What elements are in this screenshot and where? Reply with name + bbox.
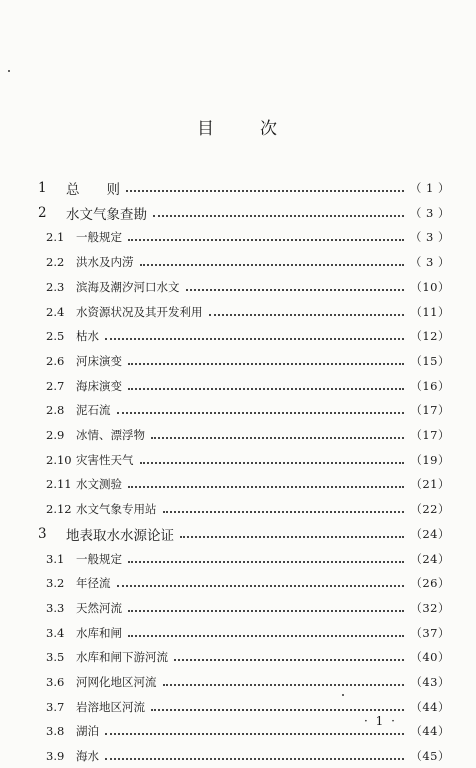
- toc-leader-dots: [128, 610, 404, 612]
- toc-section-row: [46, 250, 450, 274]
- toc-label: 河网化地区河流: [76, 675, 157, 689]
- scan-speck: [342, 694, 344, 696]
- toc-section-row: [46, 645, 450, 669]
- toc-label: 冰情、漂浮物: [76, 428, 145, 442]
- toc-label: 岩溶地区河流: [76, 699, 145, 714]
- toc-page-number: （44）: [410, 724, 450, 739]
- toc-label: 天然河流: [76, 600, 122, 615]
- toc-number: 3.9: [46, 749, 65, 764]
- toc-leader-dots: [105, 733, 404, 735]
- toc-number: 2.9: [46, 428, 65, 442]
- toc-label: 一般规定: [76, 551, 122, 566]
- toc-number: 3.4: [46, 625, 65, 640]
- toc-number: 2.1: [46, 230, 65, 245]
- toc-leader-dots: [117, 585, 405, 587]
- toc-label: 水文气象专用站: [76, 502, 157, 517]
- toc-page-number: （17）: [410, 428, 450, 442]
- toc-chapter-row: [38, 522, 450, 546]
- toc-number: 3.8: [46, 724, 65, 739]
- toc-number: 2.5: [46, 329, 65, 344]
- toc-page-number: （45）: [410, 749, 450, 764]
- toc-page-number: （17）: [410, 403, 450, 418]
- toc-section-row: [46, 324, 450, 348]
- toc-number: 2.7: [46, 378, 65, 393]
- toc-chapter-row: [38, 201, 450, 225]
- toc-label: 滨海及潮汐河口水文: [76, 279, 180, 294]
- toc-page-number: （12）: [410, 329, 450, 344]
- toc-label: 枯水: [76, 329, 99, 344]
- toc-leader-dots: [151, 437, 404, 439]
- toc-label: 总 则: [66, 182, 120, 198]
- title-char-1: 目: [197, 119, 216, 139]
- toc-leader-dots: [126, 190, 404, 192]
- toc-page-number: （11）: [410, 304, 450, 319]
- toc-number: 2: [38, 204, 47, 221]
- toc-page-number: （24）: [410, 551, 450, 566]
- toc-section-row: [46, 596, 450, 620]
- toc-number: 2.3: [46, 279, 65, 294]
- toc-page-number: （19）: [410, 452, 450, 467]
- toc-leader-dots: [140, 462, 405, 464]
- toc-leader-dots: [117, 412, 405, 414]
- toc-leader-dots: [174, 659, 404, 661]
- toc-page-number: （24）: [410, 526, 450, 541]
- toc-section-row: [46, 571, 450, 595]
- toc-section-row: [46, 423, 450, 447]
- toc-section-row: [46, 621, 450, 645]
- toc-number: 2.4: [46, 304, 65, 319]
- toc-leader-dots: [209, 314, 405, 316]
- scan-speck: [8, 70, 10, 72]
- toc-chapter-row: [38, 176, 450, 200]
- toc-leader-dots: [128, 635, 404, 637]
- page-title: [0, 114, 476, 139]
- toc-leader-dots: [140, 264, 404, 266]
- toc-leader-dots: [180, 536, 404, 538]
- toc-page-number: （16）: [410, 378, 450, 393]
- toc-page-number: （32）: [410, 600, 450, 615]
- toc-section-row: [46, 670, 450, 694]
- toc-page-number: （ 1 ）: [409, 181, 450, 195]
- toc-leader-dots: [151, 709, 404, 711]
- toc-number: 3.7: [46, 699, 65, 714]
- toc-number: 3.1: [46, 551, 65, 566]
- toc-leader-dots: [105, 338, 404, 340]
- toc-page-number: （40）: [410, 650, 450, 665]
- toc-label: 水资源状况及其开发利用: [76, 304, 203, 319]
- toc-number: 3: [38, 525, 47, 542]
- toc-leader-dots: [186, 289, 405, 291]
- toc-leader-dots: [105, 758, 404, 760]
- toc-section-row: [46, 448, 450, 472]
- toc-page-number: （ 3 ）: [409, 205, 450, 220]
- toc-leader-dots: [128, 363, 404, 365]
- toc-number: 2.12: [46, 502, 72, 517]
- toc-page-number: （22）: [410, 502, 450, 517]
- toc-page-number: （43）: [410, 675, 450, 689]
- toc-number: 3.2: [46, 576, 65, 591]
- toc-leader-dots: [163, 684, 405, 686]
- toc-page-number: （ 3 ）: [409, 255, 450, 270]
- toc-section-row: [46, 225, 450, 249]
- toc-number: 2.2: [46, 255, 65, 270]
- toc-page-number: （37）: [410, 625, 450, 640]
- toc-number: 2.11: [46, 477, 72, 492]
- toc-label: 灾害性天气: [76, 452, 134, 467]
- toc-label: 河床演变: [76, 353, 122, 368]
- toc-label: 海水: [76, 749, 99, 764]
- toc-leader-dots: [128, 239, 404, 241]
- toc-section-row: [46, 547, 450, 571]
- toc-label: 泥石流: [76, 403, 111, 418]
- toc-label: 水库和闸: [76, 625, 122, 640]
- toc-label: 湖泊: [76, 724, 99, 739]
- toc-page-number: （10）: [410, 279, 450, 294]
- toc-section-row: [46, 275, 450, 299]
- toc-label: 年径流: [76, 576, 111, 591]
- toc-label: 海床演变: [76, 378, 122, 393]
- page-number: · 1 ·: [364, 714, 397, 728]
- toc-label: 水文测验: [76, 477, 122, 492]
- toc-section-row: [46, 374, 450, 398]
- toc-section-row: [46, 472, 450, 496]
- toc-number: 3.6: [46, 675, 65, 689]
- toc-page-number: （ 3 ）: [409, 230, 450, 245]
- toc-leader-dots: [128, 561, 404, 563]
- toc-page-number: （15）: [410, 353, 450, 368]
- toc-leader-dots: [153, 215, 404, 217]
- toc-number: 3.5: [46, 650, 65, 665]
- toc-section-row: [46, 744, 450, 768]
- toc-leader-dots: [163, 511, 405, 513]
- toc-section-row: [46, 398, 450, 422]
- toc-label: 地表取水水源论证: [66, 527, 174, 544]
- toc-section-row: [46, 349, 450, 373]
- toc-section-row: [46, 497, 450, 521]
- toc-label: 一般规定: [76, 230, 122, 245]
- toc-label: 水文气象查勘: [66, 206, 147, 223]
- toc-page-number: （21）: [410, 477, 450, 492]
- toc-number: 2.8: [46, 403, 65, 418]
- toc-number: 2.6: [46, 353, 65, 368]
- toc-label: 水库和闸下游河流: [76, 650, 168, 665]
- toc-leader-dots: [128, 486, 404, 488]
- title-char-2: 次: [260, 119, 279, 139]
- toc-page-number: （26）: [410, 576, 450, 591]
- toc-section-row: [46, 300, 450, 324]
- toc-number: 2.10: [46, 452, 72, 467]
- toc-page-number: （44）: [410, 699, 450, 714]
- toc-leader-dots: [128, 388, 404, 390]
- toc-number: 3.3: [46, 600, 65, 615]
- toc-label: 洪水及内涝: [76, 255, 134, 270]
- toc-number: 1: [38, 180, 47, 196]
